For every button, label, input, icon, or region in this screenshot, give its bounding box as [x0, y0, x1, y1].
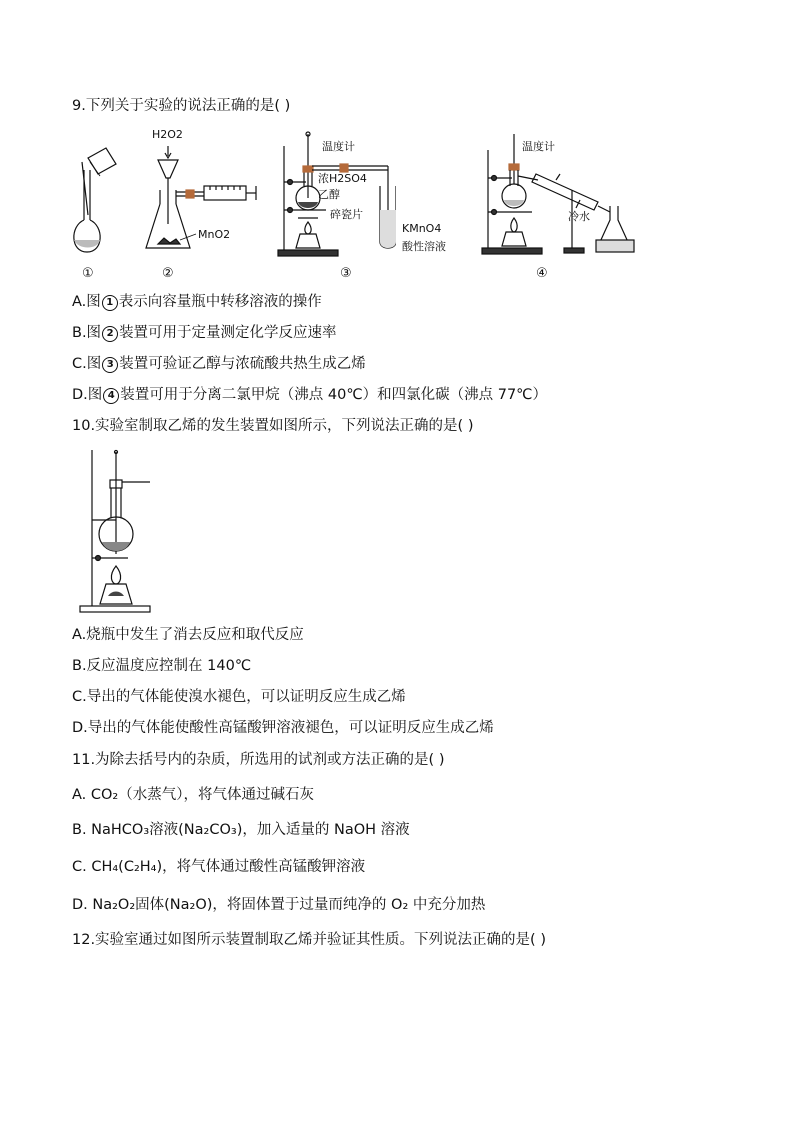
- h2o2-label: H2O2: [152, 128, 183, 141]
- q10-option-c[interactable]: C.导出的气体能使溴水褪色，可以证明反应生成乙烯: [72, 689, 406, 705]
- q10-option-d[interactable]: D.导出的气体能使酸性高锰酸钾溶液褪色，可以证明反应生成乙烯: [72, 720, 494, 736]
- q9-option-b[interactable]: [72, 323, 337, 343]
- q9-option-c-prefix: C.图: [72, 356, 102, 372]
- figure-1-label: ①: [82, 266, 94, 281]
- q9-option-d-prefix: D.图: [72, 387, 103, 403]
- q9-option-a-prefix: A.图: [72, 294, 101, 310]
- figure-2-label: ②: [162, 266, 174, 281]
- q10-stem: 10.实验室制取乙烯的发生装置如图所示，下列说法正确的是( ): [72, 418, 474, 434]
- circled-number-4: 4: [103, 388, 119, 404]
- q11-stem: 11.为除去括号内的杂质，所选用的试剂或方法正确的是( ): [72, 752, 445, 768]
- q11-option-b[interactable]: B. NaHCO₃溶液(Na₂CO₃)，加入适量的 NaOH 溶液: [72, 822, 410, 838]
- cold-water-label: 冷水: [568, 210, 590, 223]
- kmno4-label: KMnO4: [402, 222, 442, 235]
- q9-option-a-text: 表示向容量瓶中转移溶液的操作: [118, 294, 322, 310]
- figure-4-distillation-apparatus: [476, 130, 636, 262]
- figure-2-reaction-rate-apparatus: [140, 126, 270, 262]
- h2so4-label: 浓H2SO4: [318, 172, 367, 185]
- q9-option-c-text: 装置可验证乙醇与浓硫酸共热生成乙烯: [119, 356, 366, 372]
- thermometer-label-4: 温度计: [522, 140, 555, 153]
- acid-solution-label: 酸性溶液: [402, 240, 446, 253]
- q10-option-a[interactable]: A.烧瓶中发生了消去反应和取代反应: [72, 627, 304, 643]
- circled-number-2: 2: [102, 326, 118, 342]
- circled-number-3: 3: [102, 357, 118, 373]
- q9-option-d-text: 装置可用于分离二氯甲烷（沸点 40℃）和四氯化碳（沸点 77℃）: [120, 387, 547, 403]
- circled-number-1: 1: [102, 295, 118, 311]
- q12-stem: 12.实验室通过如图所示装置制取乙烯并验证其性质。下列说法正确的是( ): [72, 932, 546, 948]
- figure-4-label: ④: [536, 266, 548, 281]
- thermometer-label-3: 温度计: [322, 140, 355, 153]
- q9-option-a[interactable]: [72, 292, 322, 312]
- q10-option-b[interactable]: B.反应温度应控制在 140℃: [72, 658, 252, 674]
- ethanol-label: 乙醇: [318, 188, 340, 201]
- q11-option-a[interactable]: A. CO₂（水蒸气），将气体通过碱石灰: [72, 787, 314, 803]
- mno2-label: MnO2: [198, 228, 231, 241]
- q11-option-d[interactable]: D. Na₂O₂固体(Na₂O)，将固体置于过量而纯净的 O₂ 中充分加热: [72, 897, 486, 913]
- q9-option-c[interactable]: [72, 354, 366, 374]
- q9-option-b-text: 装置可用于定量测定化学反应速率: [119, 325, 337, 341]
- q9-option-b-prefix: B.图: [72, 325, 102, 341]
- q11-option-c[interactable]: C. CH₄(C₂H₄)，将气体通过酸性高锰酸钾溶液: [72, 859, 366, 875]
- q9-option-d[interactable]: [72, 385, 547, 405]
- chips-label: 碎瓷片: [330, 208, 363, 221]
- figure-1-volumetric-flask: [68, 140, 128, 260]
- q9-stem: 9.下列关于实验的说法正确的是( ): [72, 98, 291, 114]
- q10-ethylene-generator-figure: [76, 446, 156, 618]
- figure-3-label: ③: [340, 266, 352, 281]
